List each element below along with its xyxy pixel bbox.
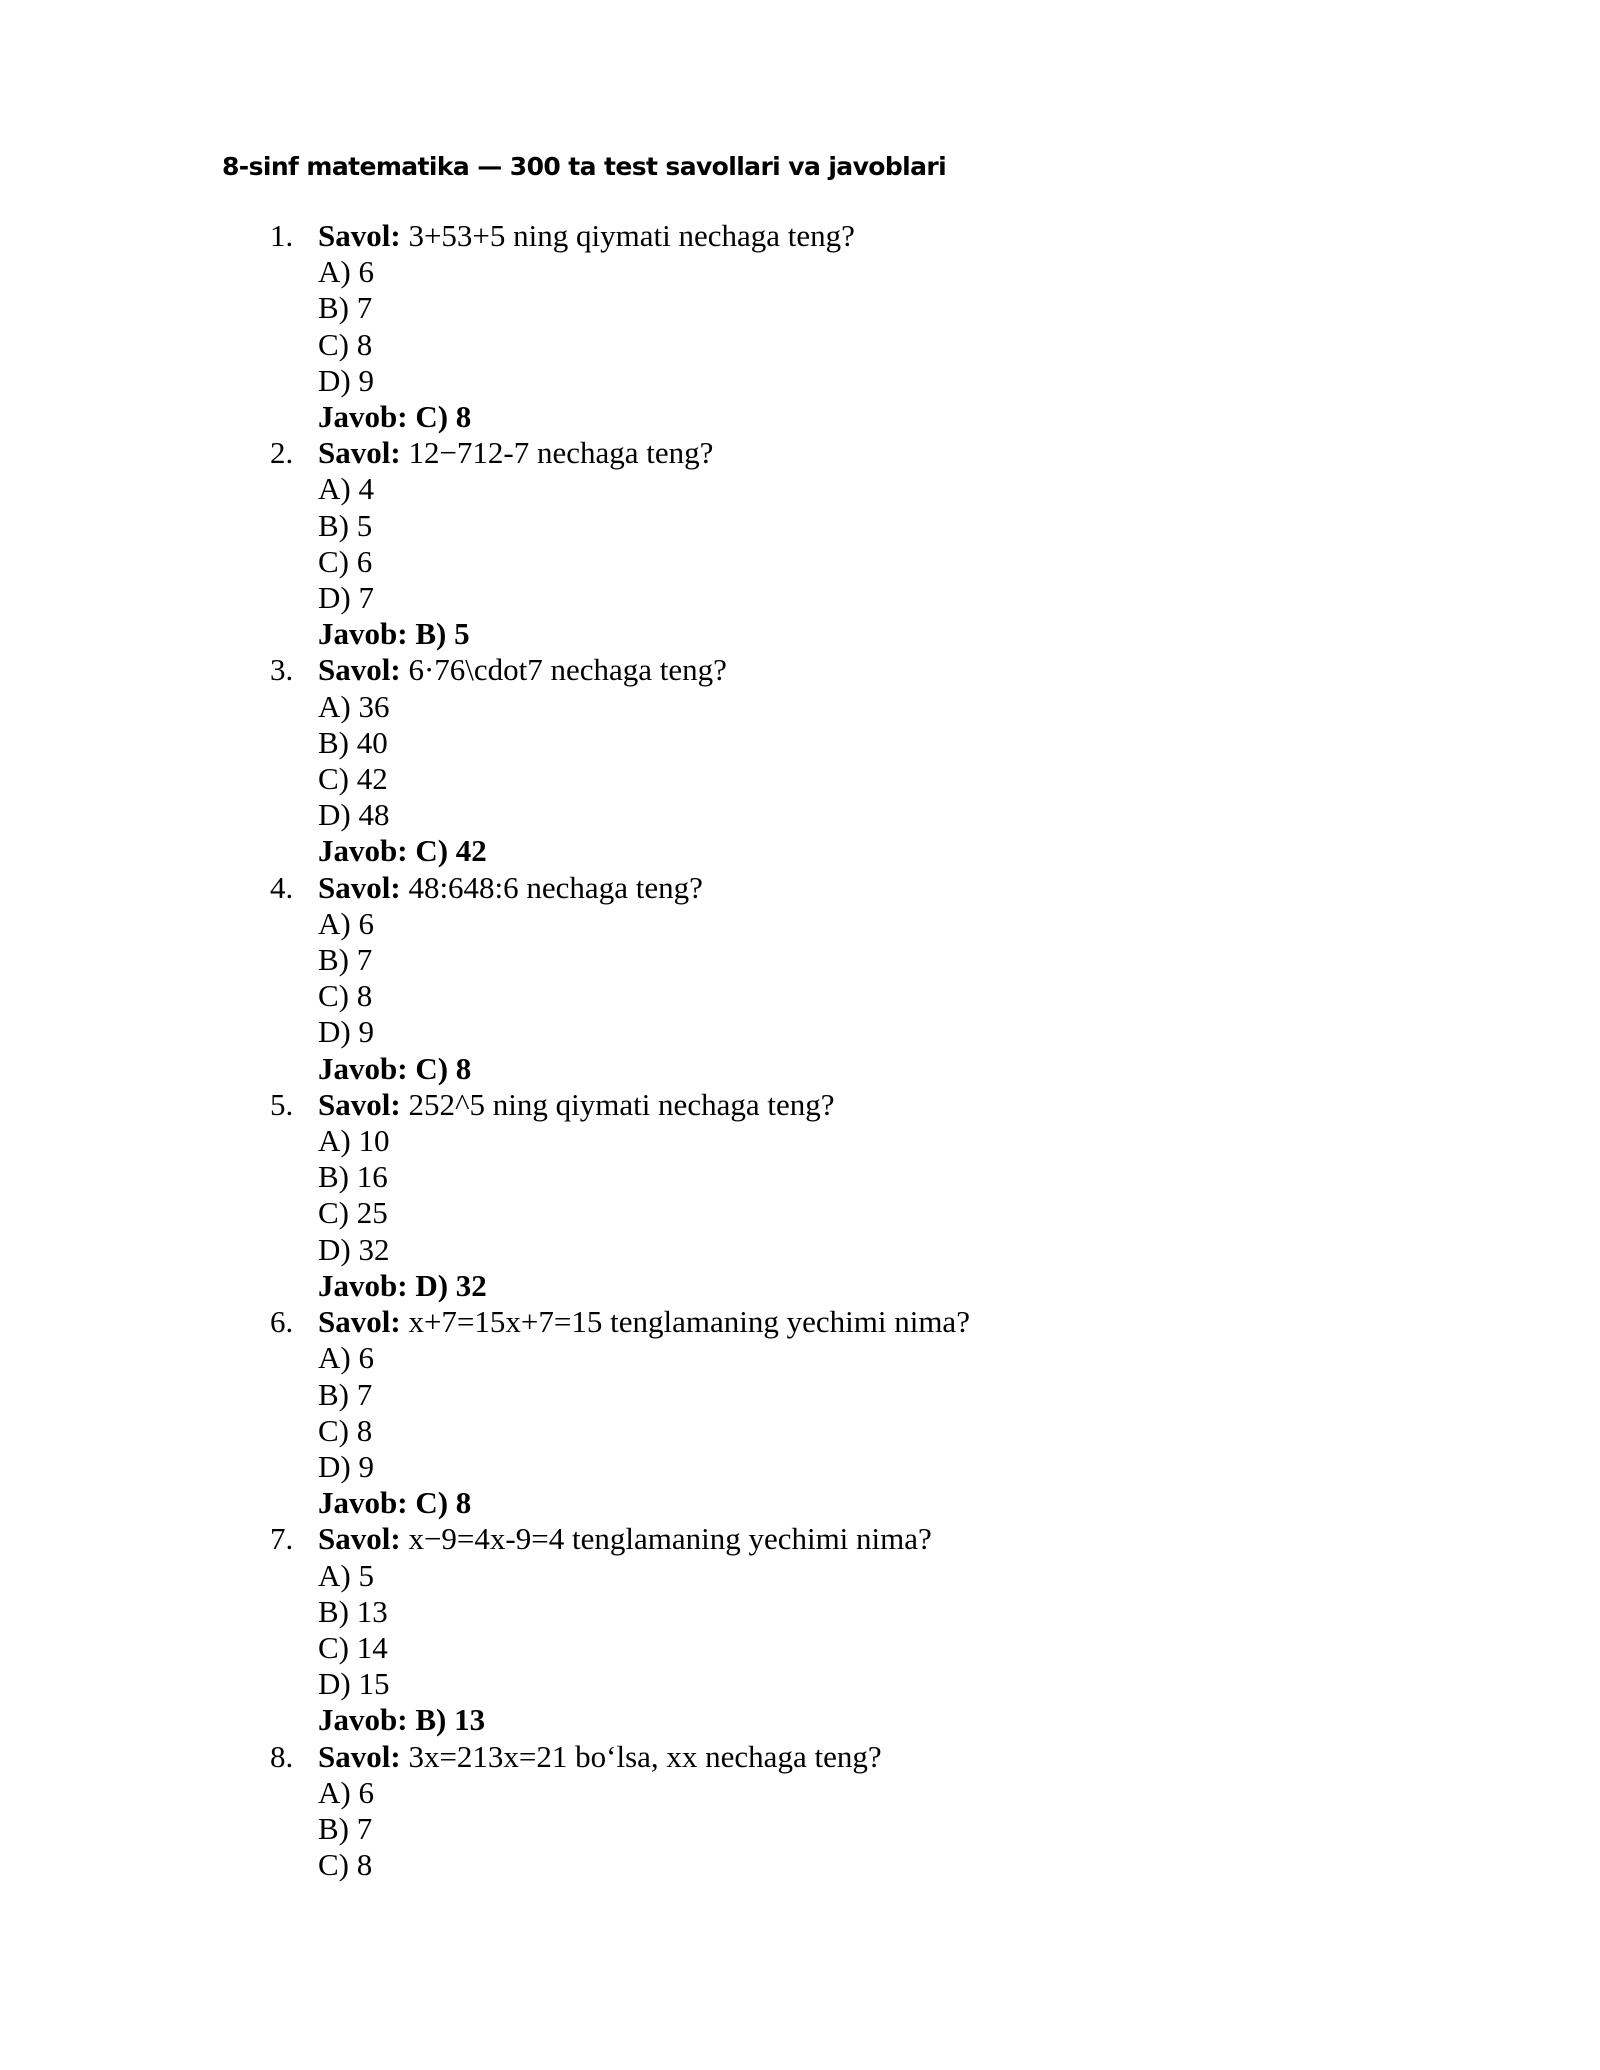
question-number: 8. <box>270 1738 294 1774</box>
question-number: 3. <box>270 652 294 688</box>
question-label: Savol: <box>318 1521 401 1557</box>
answer-option: B) 7 <box>318 942 373 978</box>
question-label: Savol: <box>318 435 401 471</box>
answer-option: D) 9 <box>318 1448 374 1484</box>
question-number: 6. <box>270 1304 294 1340</box>
correct-answer: Javob: B) 13 <box>318 1702 486 1738</box>
question-label: Savol: <box>318 218 401 253</box>
answer-option: D) 7 <box>318 580 374 616</box>
question-text <box>318 870 970 906</box>
answer-option: A) 6 <box>318 254 374 290</box>
question-body: x−9=4x-9=4 tenglamaning yechimi nima? <box>408 1521 932 1557</box>
question-label: Savol: <box>318 1304 401 1340</box>
answer-option: D) 9 <box>318 362 374 398</box>
question-number: 2. <box>270 435 294 471</box>
question-text <box>318 652 970 688</box>
correct-answer: Javob: C) 8 <box>318 1050 472 1086</box>
document-title: 8-sinf matematika — 300 ta test savollari va javoblari <box>222 152 947 181</box>
question-list <box>0 218 970 1883</box>
correct-answer: Javob: C) 8 <box>318 1485 472 1521</box>
answer-option: B) 7 <box>318 290 373 326</box>
question-body: x+7=15x+7=15 tenglamaning yechimi nima? <box>408 1304 970 1340</box>
correct-answer: Javob: C) 42 <box>318 833 487 869</box>
answer-option: C) 42 <box>318 761 388 797</box>
answer-option: C) 8 <box>318 978 373 1014</box>
answer-option: D) 48 <box>318 797 390 833</box>
question-number: 7. <box>270 1521 294 1557</box>
question-item-8 <box>0 1739 970 1884</box>
answer-option: A) 36 <box>318 688 390 724</box>
answer-option: C) 8 <box>318 326 373 362</box>
answer-option: A) 5 <box>318 1557 374 1593</box>
question-item-6 <box>0 1304 970 1521</box>
question-body: 3x=213x=21 bo‘lsa, xx nechaga teng? <box>408 1738 882 1774</box>
question-item-1 <box>0 218 970 435</box>
question-label: Savol: <box>318 1738 401 1774</box>
question-item-2 <box>0 435 970 652</box>
answer-option: C) 8 <box>318 1412 373 1448</box>
correct-answer: Javob: D) 32 <box>318 1267 487 1303</box>
answer-option: D) 32 <box>318 1231 390 1267</box>
answer-option: B) 7 <box>318 1376 373 1412</box>
answer-option: C) 14 <box>318 1629 388 1665</box>
question-label: Savol: <box>318 869 401 905</box>
question-item-3 <box>0 652 970 869</box>
question-text <box>318 1521 970 1557</box>
answer-option: A) 6 <box>318 1774 374 1810</box>
question-text <box>318 435 970 471</box>
question-number: 4. <box>270 869 294 905</box>
answer-option: D) 9 <box>318 1014 374 1050</box>
question-item-4 <box>0 870 970 1087</box>
question-item-5 <box>0 1087 970 1304</box>
question-text <box>318 1087 970 1123</box>
question-text <box>318 1739 970 1775</box>
answer-option: C) 8 <box>318 1847 373 1883</box>
answer-option: B) 5 <box>318 507 373 543</box>
question-body: 6·76\cdot7 nechaga teng? <box>408 652 727 688</box>
answer-option: A) 10 <box>318 1123 390 1159</box>
correct-answer: Javob: C) 8 <box>318 399 472 435</box>
question-body: 252^5 ning qiymati nechaga teng? <box>408 1086 835 1122</box>
answer-option: B) 40 <box>318 724 388 760</box>
answer-option: D) 15 <box>318 1666 390 1702</box>
question-item-7 <box>0 1521 970 1738</box>
question-text <box>318 1304 970 1340</box>
correct-answer: Javob: B) 5 <box>318 616 470 652</box>
answer-option: C) 25 <box>318 1195 388 1231</box>
question-number: 5. <box>270 1086 294 1122</box>
question-label: Savol: <box>318 652 401 688</box>
answer-option: A) 4 <box>318 471 374 507</box>
question-body: 12−712-7 nechaga teng? <box>408 435 714 471</box>
answer-option: A) 6 <box>318 905 374 941</box>
question-label: Savol: <box>318 1086 401 1122</box>
question-text <box>318 218 970 254</box>
answer-option: C) 6 <box>318 543 373 579</box>
answer-option: B) 16 <box>318 1159 388 1195</box>
question-body: 48:648:6 nechaga teng? <box>408 869 703 905</box>
answer-option: B) 13 <box>318 1593 388 1629</box>
answer-option: B) 7 <box>318 1810 373 1846</box>
answer-option: A) 6 <box>318 1340 374 1376</box>
question-number: 1. <box>270 218 294 253</box>
question-body: 3+53+5 ning qiymati nechaga teng? <box>408 218 855 253</box>
